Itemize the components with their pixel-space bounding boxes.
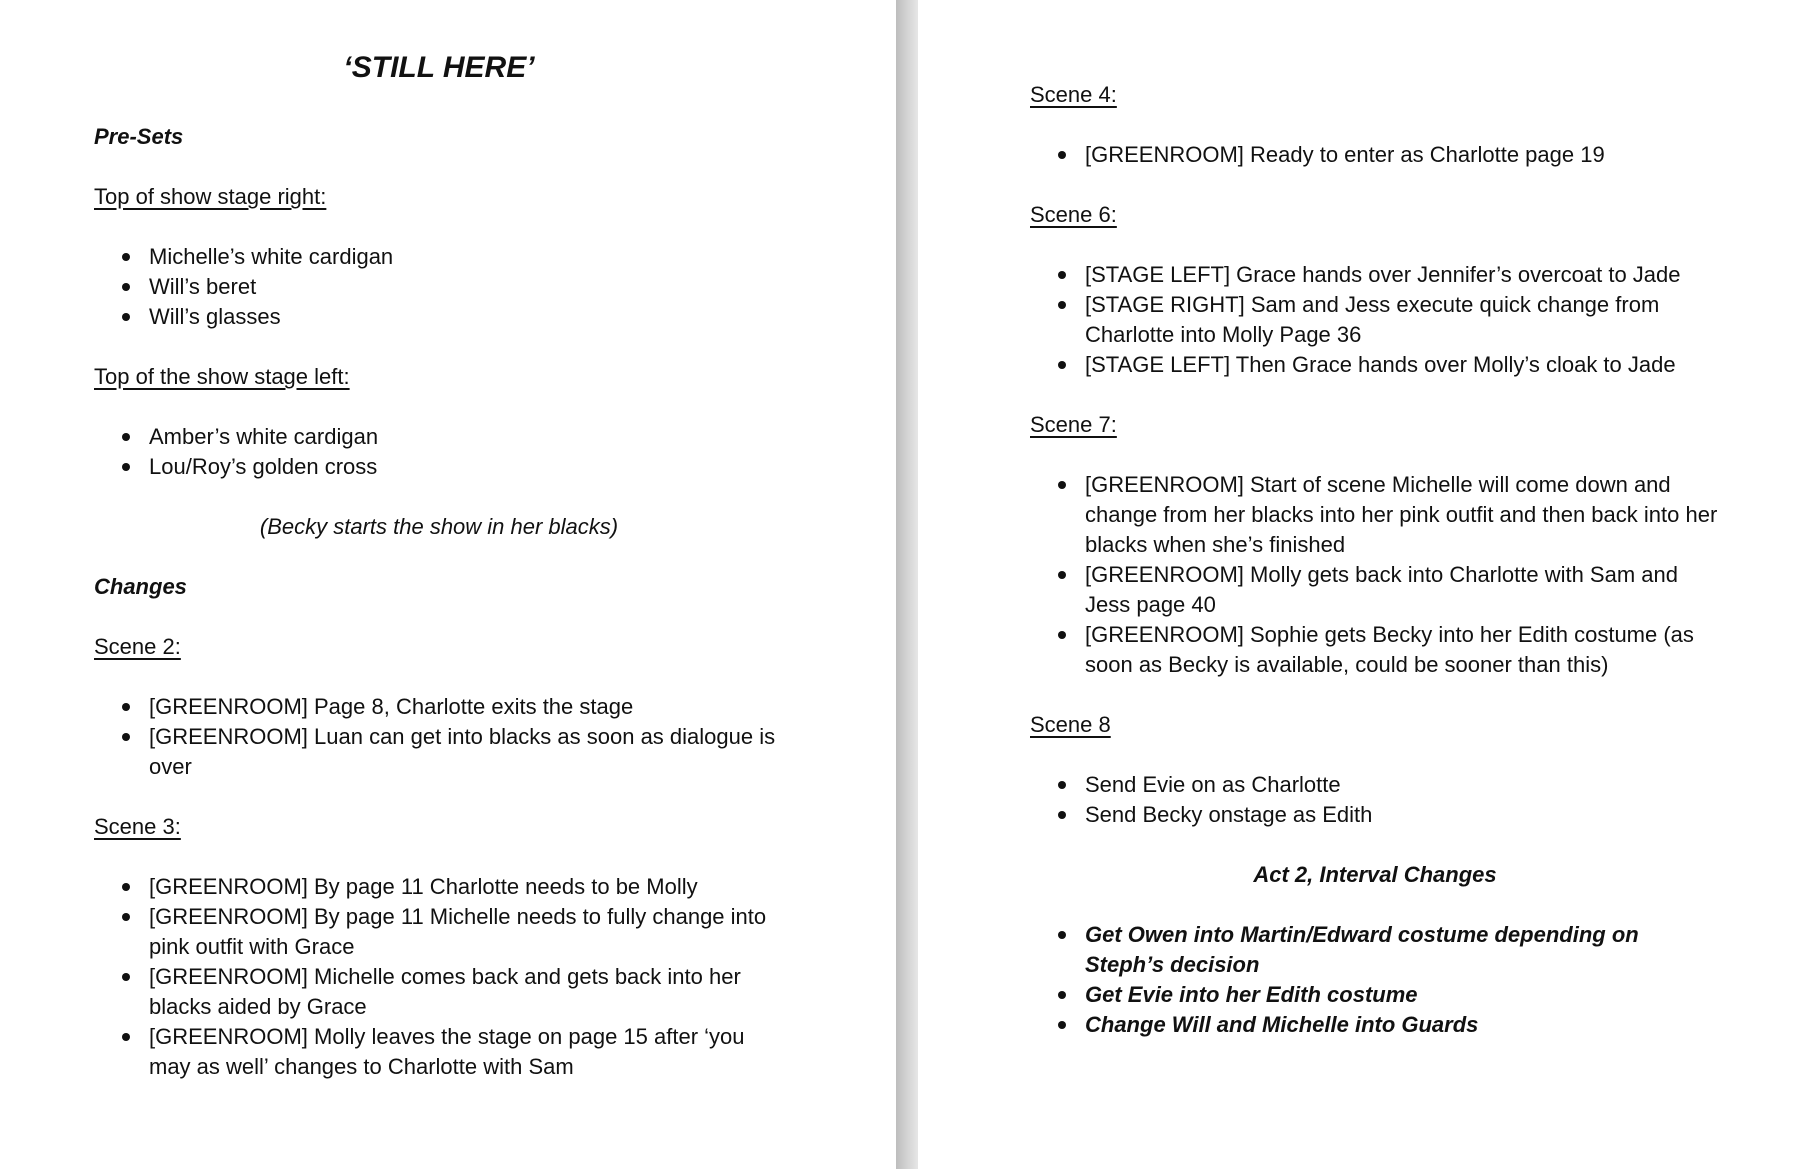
list-item: [GREENROOM] By page 11 Charlotte needs to be Molly: [94, 872, 784, 902]
list-item: Will’s glasses: [94, 302, 784, 332]
list-item: Get Evie into her Edith costume: [1030, 980, 1720, 1010]
list-item: Lou/Roy’s golden cross: [94, 452, 784, 482]
bullet-icon: [1058, 361, 1066, 369]
bullet-icon: [122, 883, 130, 891]
bullet-icon: [1058, 631, 1066, 639]
scene-7-list: [1030, 470, 1720, 680]
list-item: Get Owen into Martin/Edward costume depending on Steph’s decision: [1030, 920, 1720, 980]
changes-heading: Changes: [94, 574, 187, 599]
bullet-icon: [122, 313, 130, 321]
bullet-icon: [122, 703, 130, 711]
bullet-icon: [122, 463, 130, 471]
list-item: Send Becky onstage as Edith: [1030, 800, 1720, 830]
bullet-icon: [122, 283, 130, 291]
bullet-icon: [1058, 271, 1066, 279]
scene-4-list: [1030, 140, 1720, 170]
scene-2-list: [94, 692, 784, 782]
list-item: [GREENROOM] By page 11 Michelle needs to fully change into pink outfit with Grace: [94, 902, 784, 962]
list-item: [GREENROOM] Michelle comes back and gets back into her blacks aided by Grace: [94, 962, 784, 1022]
list-item: [GREENROOM] Molly leaves the stage on page 15 after ‘you may as well’ changes to Charlotte with Sam: [94, 1022, 784, 1082]
scene-6-list: [1030, 260, 1720, 380]
list-item: [STAGE RIGHT] Sam and Jess execute quick change from Charlotte into Molly Page 36: [1030, 290, 1720, 350]
interval-changes-list: [1030, 920, 1720, 1040]
list-item: [GREENROOM] Molly gets back into Charlotte with Sam and Jess page 40: [1030, 560, 1720, 620]
bullet-icon: [1058, 571, 1066, 579]
list-item: [GREENROOM] Sophie gets Becky into her Edith costume (as soon as Becky is available, could be sooner than this): [1030, 620, 1720, 680]
page-gutter: [896, 0, 918, 1169]
scene-heading-2: Scene 2:: [94, 634, 181, 659]
bullet-icon: [122, 913, 130, 921]
list-item: Change Will and Michelle into Guards: [1030, 1010, 1720, 1040]
document-page-left: [0, 0, 896, 1169]
bullet-icon: [1058, 301, 1066, 309]
scene-heading-8: Scene 8: [1030, 712, 1111, 737]
bullet-icon: [122, 973, 130, 981]
becky-note: (Becky starts the show in her blacks): [259, 514, 619, 539]
bullet-icon: [122, 733, 130, 741]
list-item: [STAGE LEFT] Then Grace hands over Molly’s cloak to Jade: [1030, 350, 1720, 380]
presets-heading: Pre-Sets: [94, 124, 184, 149]
document-page-right: [918, 0, 1820, 1169]
scene-heading-4: Scene 4:: [1030, 82, 1117, 107]
scene-8-list: [1030, 770, 1720, 830]
preset-list-stage-right: [94, 242, 784, 332]
bullet-icon: [122, 433, 130, 441]
list-item: Amber’s white cardigan: [94, 422, 784, 452]
interval-changes-heading: Act 2, Interval Changes: [1253, 862, 1497, 887]
section-heading-stage-left: Top of the show stage left:: [94, 364, 350, 389]
bullet-icon: [1058, 1021, 1066, 1029]
list-item: Michelle’s white cardigan: [94, 242, 784, 272]
list-item: [STAGE LEFT] Grace hands over Jennifer’s overcoat to Jade: [1030, 260, 1720, 290]
bullet-icon: [1058, 781, 1066, 789]
scene-heading-3: Scene 3:: [94, 814, 181, 839]
list-item: [GREENROOM] Ready to enter as Charlotte page 19: [1030, 140, 1720, 170]
scene-heading-7: Scene 7:: [1030, 412, 1117, 437]
list-item: Will’s beret: [94, 272, 784, 302]
bullet-icon: [1058, 811, 1066, 819]
bullet-icon: [122, 1033, 130, 1041]
list-item: Send Evie on as Charlotte: [1030, 770, 1720, 800]
bullet-icon: [122, 253, 130, 261]
bullet-icon: [1058, 991, 1066, 999]
bullet-icon: [1058, 931, 1066, 939]
list-item: [GREENROOM] Page 8, Charlotte exits the stage: [94, 692, 784, 722]
preset-list-stage-left: [94, 422, 784, 482]
list-item: [GREENROOM] Luan can get into blacks as soon as dialogue is over: [94, 722, 784, 782]
bullet-icon: [1058, 481, 1066, 489]
bullet-icon: [1058, 151, 1066, 159]
scene-heading-6: Scene 6:: [1030, 202, 1117, 227]
document-title: ‘STILL HERE’: [343, 51, 535, 84]
section-heading-stage-right: Top of show stage right:: [94, 184, 327, 209]
scene-3-list: [94, 872, 784, 1082]
list-item: [GREENROOM] Start of scene Michelle will come down and change from her blacks into her pink outfit and then back into her blacks when she’s finished: [1030, 470, 1720, 560]
